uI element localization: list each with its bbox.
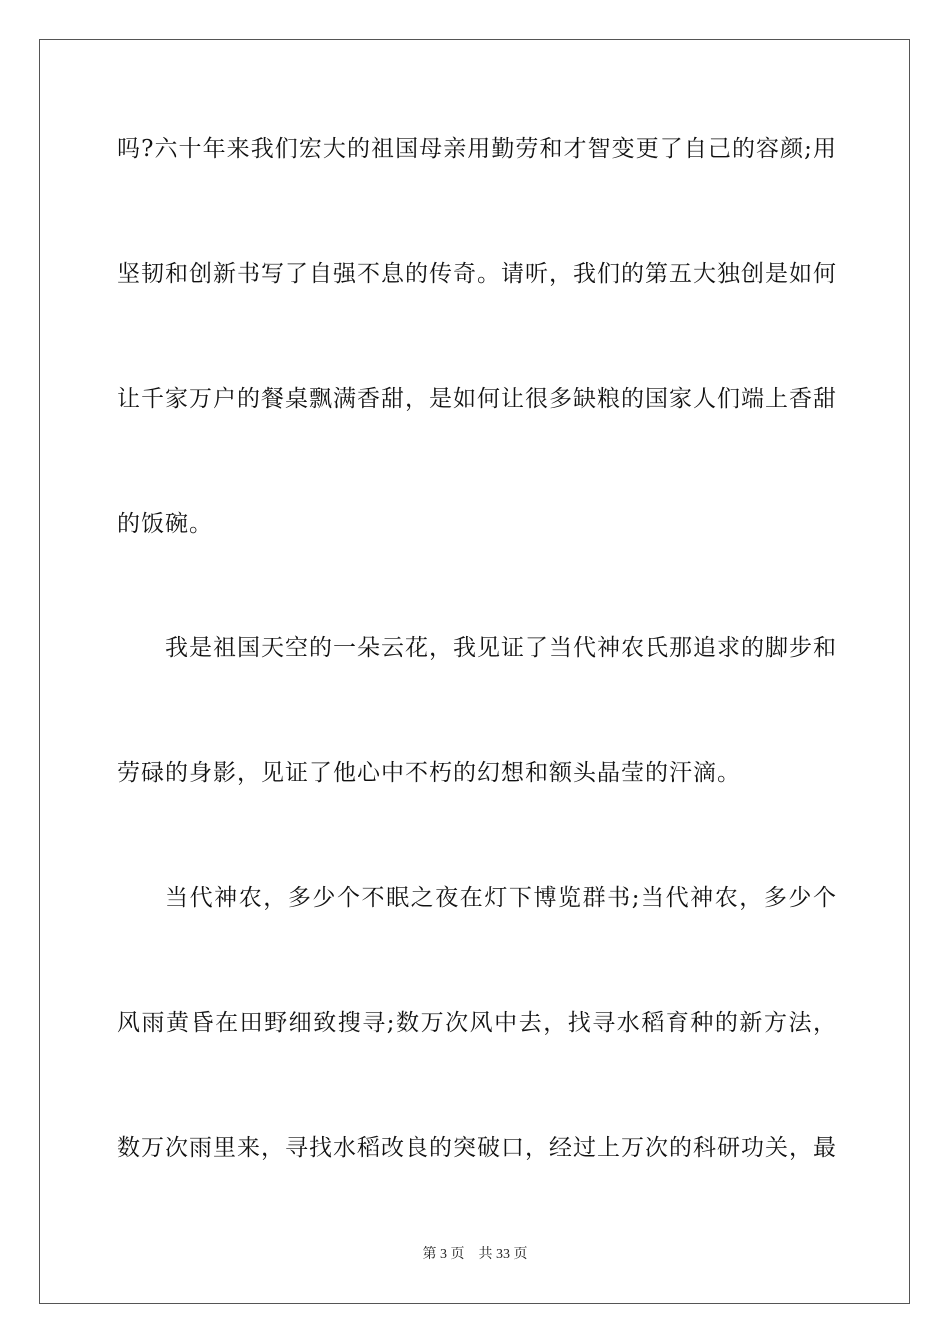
page-footer (0, 1245, 950, 1265)
body-line-7: 当代神农，多少个不眠之夜在灯下博览群书;当代神农，多少个 (165, 885, 837, 911)
body-line-9: 数万次雨里来，寻找水稻改良的突破口，经过上万次的科研功关，最 (117, 1135, 837, 1161)
body-line-4: 的饭碗。 (117, 511, 213, 537)
page-total: 共 33 页 (478, 1247, 528, 1262)
body-line-6: 劳碌的身影，见证了他心中不朽的幻想和额头晶莹的汗滴。 (117, 760, 741, 786)
body-line-5: 我是祖国天空的一朵云花，我见证了当代神农氏那追求的脚步和 (165, 635, 837, 661)
body-line-3: 让千家万户的餐桌飘满香甜，是如何让很多缺粮的国家人们端上香甜 (117, 386, 837, 412)
body-line-1: 吗?六十年来我们宏大的祖国母亲用勤劳和才智变更了自己的容颜;用 (117, 136, 837, 162)
body-line-2: 坚韧和创新书写了自强不息的传奇。请听，我们的第五大独创是如何 (117, 261, 837, 287)
body-line-8: 风雨黄昏在田野细致搜寻;数万次风中去，找寻水稻育种的新方法， (117, 1010, 837, 1036)
page-frame (39, 39, 910, 1304)
page-number: 第 3 页 (422, 1247, 465, 1262)
